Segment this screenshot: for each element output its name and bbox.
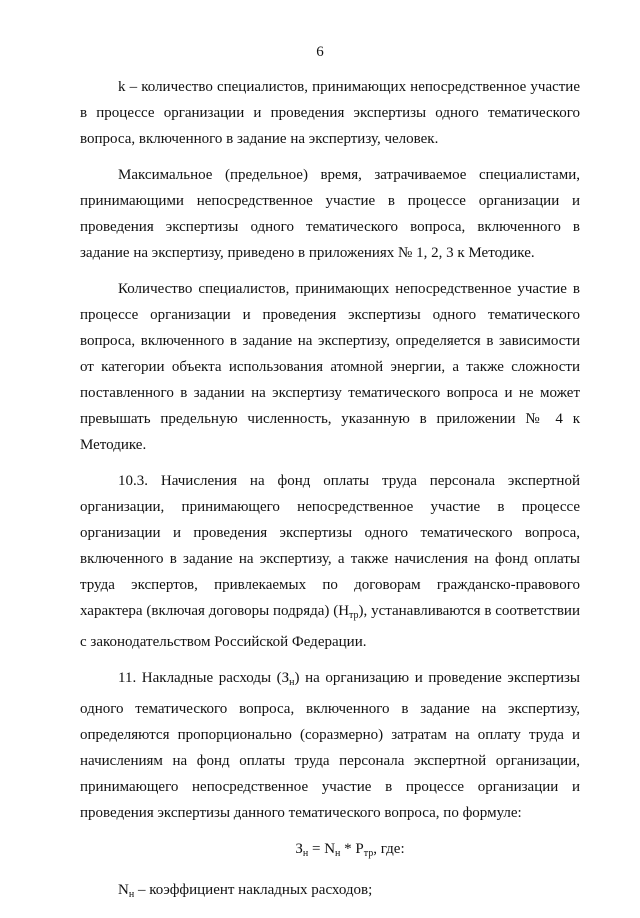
symbol-n: N: [118, 882, 129, 898]
paragraph-11-text-a: 11. Накладные расходы (З: [118, 670, 290, 686]
formula-eq-n: = N: [308, 841, 336, 857]
paragraph-k-definition: k – количество специалистов, принимающих непосредственное участие в процессе организации и проведения экспертизы одного тематического вопроса, включенного в задание на экспертизу, человек.: [80, 79, 580, 147]
paragraph-specialists-count: Количество специалистов, принимающих непосредственное участие в процессе организации и проведения экспертизы одного тематического вопроса, включенного в задание на экспертизу, определяется в зависимости от категории объекта использования атомной энергии, а также сложности поставленного в задании на экспертизу тематического вопроса и не может превышать предельную численность, указанную в приложении № 4 к Методике.: [80, 281, 580, 453]
paragraph-n-definition: [80, 877, 580, 908]
formula-p-sub: тр: [363, 848, 374, 859]
paragraph-max-time: Максимальное (предельное) время, затрачиваемое специалистами, принимающими непосредственное участие в процессе организации и проведения экспертизы одного тематического вопроса, включенного в задание на экспертизу, приведено в приложениях № 1, 2, 3 к Методике.: [80, 167, 580, 261]
paragraph-10-3: [80, 468, 580, 655]
formula-z-sub: н: [302, 848, 309, 859]
paragraph-10-3-text-b: ), устанавливаются в соответствии с законодательством Российской Федерации.: [80, 603, 580, 650]
paragraph-11: [80, 665, 580, 826]
subscript-n: н: [289, 677, 295, 688]
formula-z: З: [295, 841, 303, 857]
paragraph-10-3-text-a: 10.3. Начисления на фонд оплаты труда персонала экспертной организации, принимающего непосредственное участие в процессе организации и проведения экспертизы одного тематического вопроса, включенного в задание на экспертизу, а также начисления на фонд оплаты труда экспертов, привлекаемых по договорам гражданско-правового характера (включая договоры подряда) (Н: [80, 473, 580, 619]
paragraph-11-text-b: ) на организацию и проведение экспертизы одного тематического вопроса, включенного в задание на экспертизу, определяются пропорционально (соразмерно) затратам на оплату труда и начислениям на фонд оплаты труда персонала экспертной организации, принимающего непосредственное участие в процессе организации и проведения экспертизы данного тематического вопроса, по формуле:: [80, 670, 581, 821]
page-number: 6: [316, 44, 324, 60]
overhead-formula: [80, 836, 580, 867]
symbol-n-sub: н: [128, 889, 135, 900]
formula-n-sub: н: [335, 848, 341, 859]
subscript-tr: тр: [349, 610, 359, 621]
n-definition-text: – коэффициент накладных расходов;: [134, 882, 373, 898]
formula-tail: , где:: [373, 841, 405, 857]
document-body: [80, 74, 580, 918]
formula-mul-p: * P: [340, 841, 364, 857]
